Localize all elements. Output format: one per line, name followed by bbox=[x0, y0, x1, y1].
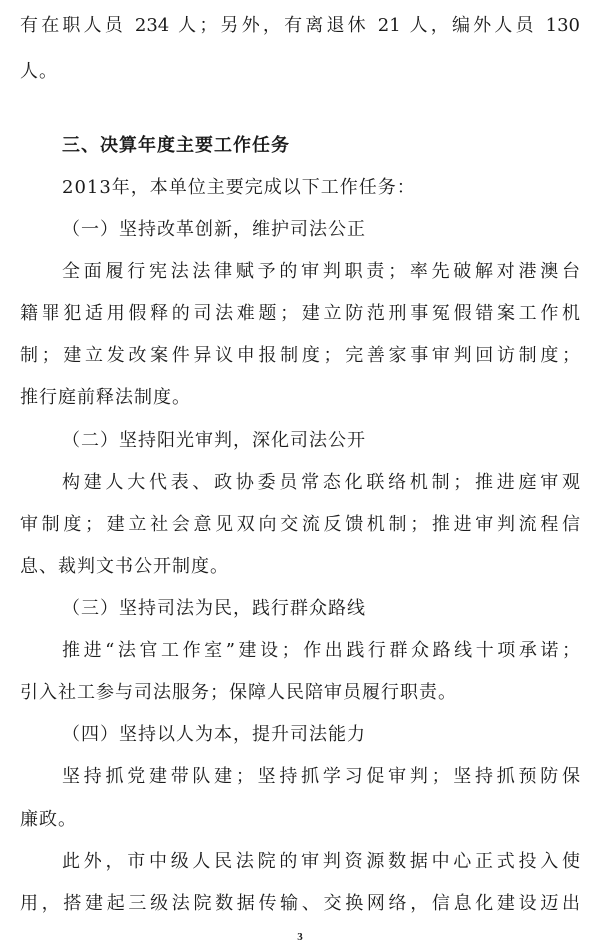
body-line: 坚持抓党建带队建；坚持抓学习促审判；坚持抓预防保 bbox=[62, 766, 580, 787]
body-line: 制；建立发改案件异议申报制度；完善家事审判回访制度； bbox=[20, 345, 580, 366]
body-line: 籍罪犯适用假释的司法难题；建立防范刑事冤假错案工作机 bbox=[20, 303, 580, 324]
body-line: 2013年，本单位主要完成以下工作任务： bbox=[62, 177, 416, 198]
body-line: 推行庭前释法制度。 bbox=[20, 387, 191, 408]
body-line: 推进“法官工作室”建设；作出践行群众路线十项承诺； bbox=[62, 640, 580, 661]
subsection-heading: （三）坚持司法为民，践行群众路线 bbox=[62, 598, 366, 619]
body-line: 全面履行宪法法律赋予的审判职责；率先破解对港澳台 bbox=[62, 261, 580, 282]
body-line: 构建人大代表、政协委员常态化联络机制；推进庭审观 bbox=[62, 472, 580, 493]
body-line: 息、裁判文书公开制度。 bbox=[20, 556, 229, 577]
body-line: 审制度；建立社会意见双向交流反馈机制；推进审判流程信 bbox=[20, 514, 580, 535]
body-line: 人。 bbox=[20, 61, 58, 82]
page-number: 3 bbox=[297, 931, 303, 943]
body-line: 引入社工参与司法服务；保障人民陪审员履行职责。 bbox=[20, 682, 457, 703]
section-heading: 三、决算年度主要工作任务 bbox=[62, 135, 290, 156]
subsection-heading: （二）坚持阳光审判，深化司法公开 bbox=[62, 430, 366, 451]
body-line: 有在职人员 234 人；另外，有离退休 21 人，编外人员 130 bbox=[20, 15, 580, 36]
body-line: 此外，市中级人民法院的审判资源数据中心正式投入使 bbox=[62, 851, 580, 872]
body-line: 用，搭建起三级法院数据传输、交换网络，信息化建设迈出 bbox=[20, 893, 580, 914]
subsection-heading: （四）坚持以人为本，提升司法能力 bbox=[62, 724, 366, 745]
body-line: 廉政。 bbox=[20, 809, 77, 830]
subsection-heading: （一）坚持改革创新，维护司法公正 bbox=[62, 219, 366, 240]
